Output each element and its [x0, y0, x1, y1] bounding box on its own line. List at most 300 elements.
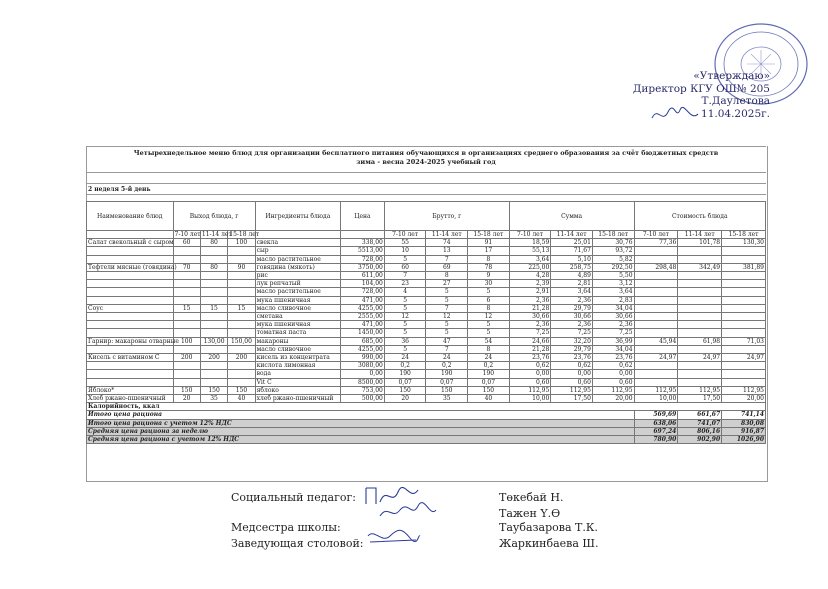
sum-11-14: 5,10 [551, 255, 593, 263]
price: 753,00 [341, 386, 385, 394]
sum-7-10: 21,28 [509, 304, 551, 312]
approval-line1: «Утверждаю» [693, 70, 770, 82]
sum-15-18: 36,99 [592, 337, 634, 345]
header-age: 15-18 лет [592, 231, 634, 239]
output-7-10 [173, 272, 200, 280]
week-day-label: 2 неделя 5-й день [88, 186, 151, 193]
dish-name [87, 288, 174, 296]
brutto-7-10: 24 [384, 354, 426, 362]
dish-name: Кисель с витамином С [87, 354, 174, 362]
cost-7-10: 10,00 [634, 395, 678, 403]
output-7-10 [173, 247, 200, 255]
header-cost: Стоимость блюда [634, 202, 765, 231]
dish-name: Тефтели мясные (говядина) [88, 263, 177, 271]
output-15-18 [228, 272, 255, 280]
sum-7-10: 7,25 [509, 329, 551, 337]
total-value: 902,90 [678, 436, 722, 444]
brutto-11-14: 47 [426, 337, 468, 345]
brutto-11-14: 5 [426, 288, 468, 296]
total-value: 638,06 [634, 419, 678, 427]
header-output: Выход блюда, г [173, 202, 255, 231]
ingredient: масло сливочное [255, 345, 340, 353]
output-7-10: 200 [173, 354, 200, 362]
cost-11-14 [678, 304, 722, 312]
output-15-18 [228, 378, 255, 386]
table-row [87, 362, 766, 370]
ingredient: масло растительное [255, 288, 340, 296]
brutto-15-18: 8 [468, 304, 510, 312]
totals-body [87, 403, 766, 444]
output-11-14 [200, 329, 227, 337]
total-label: Средняя цена рациона с учетом 12% НДС [87, 436, 635, 444]
menu-title [86, 143, 766, 167]
ingredient: мука пшеничная [255, 296, 340, 304]
output-15-18 [228, 329, 255, 337]
brutto-15-18: 150 [468, 386, 510, 394]
output-15-18: 100 [228, 239, 255, 247]
price: 500,00 [341, 395, 385, 403]
output-7-10: 70 [173, 263, 200, 271]
sum-15-18: 2,83 [592, 296, 634, 304]
ingredient: свекла [255, 239, 340, 247]
ingredient: рис [255, 272, 340, 280]
cost-11-14 [678, 296, 722, 304]
output-15-18: 90 [228, 263, 255, 271]
ingredient: сыр [255, 247, 340, 255]
brutto-15-18: 17 [468, 247, 510, 255]
cost-11-14: 342,49 [678, 263, 722, 271]
ingredient: хлеб ржано-пшеничный [255, 395, 340, 403]
sum-15-18: 2,36 [592, 321, 634, 329]
table-row [87, 247, 766, 255]
total-label: Средняя цена рациона за неделю [87, 427, 635, 435]
output-15-18 [228, 313, 255, 321]
output-11-14: 130,00 [200, 337, 227, 345]
price: 728,00 [341, 255, 385, 263]
brutto-11-14: 190 [426, 370, 468, 378]
sheet-line [86, 172, 766, 173]
cost-11-14 [678, 280, 722, 288]
cost-7-10: 45,94 [634, 337, 678, 345]
sum-11-14: 71,67 [551, 247, 593, 255]
output-7-10: 150 [173, 386, 200, 394]
brutto-11-14: 7 [426, 345, 468, 353]
dish-name: Гарнир: макароны отварные [88, 337, 179, 345]
total-value: 780,90 [634, 436, 678, 444]
brutto-11-14: 150 [426, 386, 468, 394]
cost-11-14 [678, 255, 722, 263]
price: 0,00 [341, 370, 385, 378]
cost-15-18 [722, 296, 766, 304]
output-7-10: 60 [173, 239, 200, 247]
menu-table [86, 201, 766, 444]
output-7-10 [173, 378, 200, 386]
sum-15-18: 292,50 [592, 263, 634, 271]
ingredient: кисель из концентрата [255, 354, 340, 362]
sum-15-18: 93,72 [592, 247, 634, 255]
cost-7-10 [634, 378, 678, 386]
total-row [87, 427, 766, 435]
sum-7-10: 10,00 [509, 395, 551, 403]
cost-7-10 [634, 296, 678, 304]
cost-11-14 [678, 329, 722, 337]
sum-15-18: 20,00 [592, 395, 634, 403]
dish-name [87, 378, 174, 386]
brutto-11-14: 24 [426, 354, 468, 362]
sum-7-10: 0,62 [509, 362, 551, 370]
output-7-10: 100 [173, 337, 200, 345]
cost-15-18 [722, 321, 766, 329]
output-7-10 [173, 255, 200, 263]
sum-11-14: 4,89 [551, 272, 593, 280]
menu-body [87, 239, 766, 403]
sum-11-14: 0,62 [551, 362, 593, 370]
total-value: 741,14 [722, 411, 766, 419]
output-7-10 [173, 280, 200, 288]
brutto-15-18: 78 [468, 263, 510, 271]
brutto-15-18: 0,2 [468, 362, 510, 370]
table-row [87, 280, 766, 288]
brutto-15-18: 12 [468, 313, 510, 321]
brutto-7-10: 0,2 [384, 362, 426, 370]
total-value: 741,07 [678, 419, 722, 427]
output-11-14 [200, 272, 227, 280]
price: 4255,00 [341, 345, 385, 353]
sum-15-18: 3,12 [592, 280, 634, 288]
cost-11-14 [678, 272, 722, 280]
sum-7-10: 2,39 [509, 280, 551, 288]
sum-7-10: 0,00 [509, 370, 551, 378]
nurse-role: Медсестра школы: [231, 521, 341, 534]
output-7-10 [173, 362, 200, 370]
title-line2: зима - весна 2024-2025 учебный год [356, 158, 496, 166]
price: 8500,00 [341, 378, 385, 386]
total-value: 806,16 [678, 427, 722, 435]
header-age: 15-18 лет [229, 231, 260, 238]
total-row [87, 411, 766, 419]
table-row [87, 378, 766, 386]
brutto-11-14: 13 [426, 247, 468, 255]
cost-15-18 [722, 272, 766, 280]
cost-7-10: 24,97 [634, 354, 678, 362]
cost-7-10 [634, 321, 678, 329]
header-age: 15-18 лет [722, 231, 766, 239]
brutto-11-14: 5 [426, 329, 468, 337]
output-7-10 [173, 345, 200, 353]
output-15-18: 15 [228, 304, 255, 312]
cost-15-18 [722, 247, 766, 255]
table-row [87, 337, 766, 345]
approval-line3: Т.Даулетова [701, 95, 770, 107]
sum-15-18: 0,00 [592, 370, 634, 378]
output-15-18 [228, 280, 255, 288]
sum-11-14: 3,64 [551, 288, 593, 296]
cost-7-10 [634, 370, 678, 378]
price: 611,00 [341, 272, 385, 280]
sum-11-14: 0,60 [551, 378, 593, 386]
cost-7-10 [634, 313, 678, 321]
table-row [87, 386, 766, 394]
sum-15-18: 23,76 [592, 354, 634, 362]
cost-15-18: 130,30 [722, 239, 766, 247]
header-price: Цена [341, 202, 385, 231]
canteen-name: Жаркинбаева Ш. [499, 537, 599, 550]
price: 990,00 [341, 354, 385, 362]
cost-11-14 [678, 321, 722, 329]
sum-7-10: 55,13 [509, 247, 551, 255]
sum-7-10: 4,28 [509, 272, 551, 280]
brutto-15-18: 5 [468, 288, 510, 296]
ingredient: яблоко [255, 386, 340, 394]
sum-11-14: 30,66 [551, 313, 593, 321]
brutto-7-10: 55 [384, 239, 426, 247]
output-7-10 [173, 329, 200, 337]
brutto-15-18: 8 [468, 345, 510, 353]
sum-15-18: 0,62 [592, 362, 634, 370]
brutto-11-14: 35 [426, 395, 468, 403]
table-row [87, 313, 766, 321]
brutto-7-10: 60 [384, 263, 426, 271]
brutto-15-18: 54 [468, 337, 510, 345]
canteen-signature [366, 526, 422, 546]
brutto-15-18: 9 [468, 272, 510, 280]
table-row [87, 354, 766, 362]
sum-15-18: 3,64 [592, 288, 634, 296]
sum-7-10: 3,64 [509, 255, 551, 263]
title-line1: Четырехнедельное меню блюд для организации бесплатного питания обучающихся в организациях среднего образования за счёт бюджетных средств [133, 149, 719, 157]
output-11-14 [200, 321, 227, 329]
price: 685,00 [341, 337, 385, 345]
cost-15-18 [722, 329, 766, 337]
output-15-18 [228, 370, 255, 378]
table-row [87, 304, 766, 312]
brutto-11-14: 8 [426, 272, 468, 280]
cost-11-14 [678, 247, 722, 255]
cost-15-18: 24,97 [722, 354, 766, 362]
output-15-18 [228, 345, 255, 353]
price: 728,00 [341, 288, 385, 296]
social-name-2: Тажен Ү.Ө [499, 507, 561, 520]
cost-15-18: 71,03 [722, 337, 766, 345]
ingredient: сметана [255, 313, 340, 321]
cost-7-10: 77,36 [634, 239, 678, 247]
brutto-15-18: 8 [468, 255, 510, 263]
sum-15-18: 5,50 [592, 272, 634, 280]
output-11-14: 80 [200, 239, 227, 247]
brutto-11-14: 27 [426, 280, 468, 288]
output-15-18 [228, 296, 255, 304]
table-row [87, 255, 766, 263]
sum-7-10: 23,76 [509, 354, 551, 362]
total-row [87, 436, 766, 444]
sum-15-18: 34,04 [592, 304, 634, 312]
brutto-7-10: 12 [384, 313, 426, 321]
table-row [87, 345, 766, 353]
nurse-name: Таубазарова Т.К. [499, 521, 598, 534]
ingredient: говядина (мякоть) [255, 263, 340, 271]
output-15-18 [228, 255, 255, 263]
header-age: 11-14 лет [678, 231, 722, 239]
sum-11-14: 32,20 [551, 337, 593, 345]
sum-11-14: 23,76 [551, 354, 593, 362]
ingredient: кислота лимонная [255, 362, 340, 370]
social-signature-2 [378, 502, 438, 522]
brutto-11-14: 5 [426, 296, 468, 304]
cost-11-14 [678, 313, 722, 321]
output-11-14: 15 [200, 304, 227, 312]
brutto-7-10: 150 [384, 386, 426, 394]
brutto-11-14: 0,07 [426, 378, 468, 386]
price: 4255,00 [341, 304, 385, 312]
calories-row [87, 403, 766, 411]
output-11-14 [200, 280, 227, 288]
table-row [87, 370, 766, 378]
ingredient: Vit C [255, 378, 340, 386]
brutto-11-14: 74 [426, 239, 468, 247]
output-11-14 [200, 255, 227, 263]
cost-7-10 [634, 255, 678, 263]
brutto-11-14: 7 [426, 255, 468, 263]
output-7-10 [173, 313, 200, 321]
sum-11-14: 25,01 [551, 239, 593, 247]
sum-7-10: 18,59 [509, 239, 551, 247]
cost-11-14: 24,97 [678, 354, 722, 362]
brutto-15-18: 24 [468, 354, 510, 362]
brutto-7-10: 5 [384, 321, 426, 329]
total-value: 1026,90 [722, 436, 766, 444]
output-11-14 [200, 345, 227, 353]
sum-7-10: 2,91 [509, 288, 551, 296]
table-row [87, 329, 766, 337]
sum-11-14: 0,00 [551, 370, 593, 378]
dish-name [87, 345, 174, 353]
header-age: 7-10 лет [174, 231, 201, 238]
cost-11-14: 101,78 [678, 239, 722, 247]
sum-7-10: 112,95 [509, 386, 551, 394]
price: 338,00 [341, 239, 385, 247]
cost-7-10: 112,95 [634, 386, 678, 394]
cost-7-10 [634, 247, 678, 255]
sum-7-10: 225,00 [509, 263, 551, 271]
sum-15-18: 0,60 [592, 378, 634, 386]
sum-11-14: 112,95 [551, 386, 593, 394]
price: 104,00 [341, 280, 385, 288]
brutto-11-14: 0,2 [426, 362, 468, 370]
output-11-14: 35 [200, 395, 227, 403]
dish-name: Хлеб ржано-пшеничный [87, 395, 174, 403]
cost-15-18 [722, 345, 766, 353]
price: 1450,00 [341, 329, 385, 337]
header-age: 7-10 лет [634, 231, 678, 239]
header-age: 11-14 лет [426, 231, 468, 239]
brutto-7-10: 5 [384, 304, 426, 312]
sum-11-14: 7,25 [551, 329, 593, 337]
cost-15-18 [722, 255, 766, 263]
dish-name [87, 247, 174, 255]
total-row [87, 419, 766, 427]
output-7-10 [173, 296, 200, 304]
cost-7-10 [634, 304, 678, 312]
cost-15-18 [722, 378, 766, 386]
brutto-15-18: 5 [468, 321, 510, 329]
output-11-14: 150 [200, 386, 227, 394]
cost-7-10: 298,48 [634, 263, 678, 271]
header-name: Наименование блюд [87, 202, 174, 231]
output-11-14 [200, 313, 227, 321]
table-row [87, 296, 766, 304]
cost-7-10 [634, 345, 678, 353]
header-age-empty [341, 231, 385, 239]
sum-11-14: 2,36 [551, 296, 593, 304]
sum-7-10: 30,66 [509, 313, 551, 321]
brutto-7-10: 7 [384, 272, 426, 280]
sheet-line [86, 194, 766, 195]
output-11-14 [200, 362, 227, 370]
brutto-11-14: 12 [426, 313, 468, 321]
brutto-15-18: 6 [468, 296, 510, 304]
total-label: Итого цена рациона с учетом 12% НДС [87, 419, 635, 427]
brutto-11-14: 5 [426, 321, 468, 329]
total-value: 569,69 [634, 411, 678, 419]
table-row [87, 288, 766, 296]
cost-15-18: 381,89 [722, 263, 766, 271]
price: 471,00 [341, 321, 385, 329]
sum-15-18: 7,25 [592, 329, 634, 337]
sum-15-18: 30,76 [592, 239, 634, 247]
brutto-15-18: 40 [468, 395, 510, 403]
brutto-7-10: 10 [384, 247, 426, 255]
dish-name [87, 329, 174, 337]
calories-label: Калорийность, ккал [87, 403, 766, 411]
cost-15-18 [722, 288, 766, 296]
output-15-18: 150 [228, 386, 255, 394]
header-age: 11-14 лет [551, 231, 593, 239]
cost-15-18 [722, 370, 766, 378]
header-age-empty [87, 231, 174, 239]
sheet-line [86, 183, 766, 184]
sum-15-18: 112,95 [592, 386, 634, 394]
sum-7-10: 0,60 [509, 378, 551, 386]
output-15-18: 200 [228, 354, 255, 362]
table-row [87, 321, 766, 329]
table-row [87, 239, 766, 247]
header-ingredients: Ингредиенты блюда [255, 202, 340, 231]
dish-name [87, 280, 174, 288]
sum-11-14: 2,36 [551, 321, 593, 329]
price: 2555,00 [341, 313, 385, 321]
output-7-10: 20 [173, 395, 200, 403]
brutto-7-10: 20 [384, 395, 426, 403]
total-value: 697,24 [634, 427, 678, 435]
header-age: 7-10 лет [509, 231, 551, 239]
social-role: Социальный педагог: [231, 491, 356, 504]
brutto-7-10: 5 [384, 329, 426, 337]
brutto-15-18: 30 [468, 280, 510, 288]
price: 3750,00 [341, 263, 385, 271]
cost-7-10 [634, 329, 678, 337]
approval-line2: Директор КГУ ОШ№ 205 [632, 82, 770, 95]
table-row [87, 395, 766, 403]
sum-15-18: 34,04 [592, 345, 634, 353]
output-7-10 [173, 321, 200, 329]
brutto-7-10: 5 [384, 296, 426, 304]
total-value: 916,87 [722, 427, 766, 435]
dish-name [87, 296, 174, 304]
price: 471,00 [341, 296, 385, 304]
ingredient: мука пшеничная [255, 321, 340, 329]
sum-11-14: 2,81 [551, 280, 593, 288]
price: 5513,00 [341, 247, 385, 255]
